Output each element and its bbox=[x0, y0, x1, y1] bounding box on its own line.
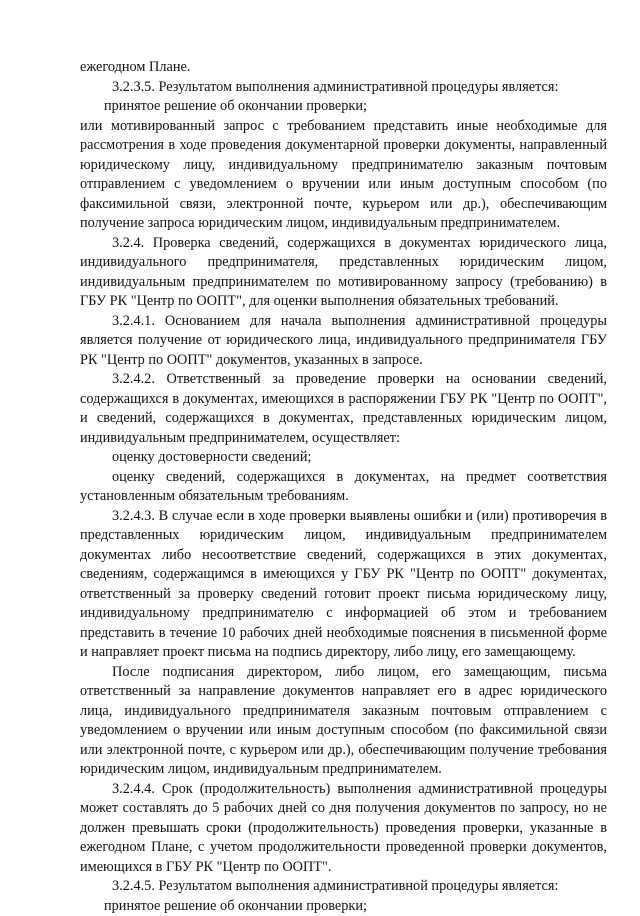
paragraph-motivated-request: или мотивированный запрос с требованием представить иные необходимые для рассмотрения в ходе проведения документарной проверки документы, направленный юридическому лицу, индивидуальному предпринимателю заказным почтовым отправлением с уведомлением о вручении или иным доступным способом (по факсимильной связи, электронной почте, курьером или др.), обеспечивающим получение запроса юридическим лицом, индивидуальным предпринимателем. bbox=[80, 117, 607, 234]
paragraph-3-2-3-5: 3.2.3.5. Результатом выполнения административной процедуры является: bbox=[80, 78, 607, 98]
paragraph-compliance-assessment: оценку сведений, содержащихся в документах, на предмет соответствия установленным обязательным требованиям. bbox=[80, 468, 607, 507]
paragraph-final-decision: принятое решение об окончании проверки; bbox=[80, 897, 607, 916]
paragraph-3-2-4-1: 3.2.4.1. Основанием для начала выполнения административной процедуры является получение от юридического лица, индивидуального предпринимателя ГБУ РК "Центр по ООПТ" документов, указанных в запросе. bbox=[80, 312, 607, 371]
paragraph-3-2-4-2: 3.2.4.2. Ответственный за проведение проверки на основании сведений, содержащихся в документах, имеющихся в распоряжении ГБУ РК "Центр по ООПТ", и сведений, содержащихся в документах, представленных юридическим лицом, индивидуальным предпринимателем, осуществляет: bbox=[80, 370, 607, 448]
paragraph-3-2-4: 3.2.4. Проверка сведений, содержащихся в документах юридического лица, индивидуального предпринимателя, представленных юридическим лицом, индивидуальным предпринимателем по мотивированному запросу (требованию) в ГБУ РК "Центр по ООПТ", для оценки выполнения обязательных требований. bbox=[80, 234, 607, 312]
paragraph-3-2-4-3: 3.2.4.3. В случае если в ходе проверки выявлены ошибки и (или) противоречия в представленных юридическим лицом, индивидуальным предпринимателем документах либо несоответствие сведений, содержащихся в этих документах, сведениям, содержащимся в имеющихся у ГБУ РК "Центр по ООПТ" документах, ответственный за проверку сведений готовит проект письма юридическому лицу, индивидуальному предпринимателю с информацией об этом и требованием представить в течение 10 рабочих дней необходимые пояснения в письменной форме и направляет проект письма на подпись директору, либо лицу, его замещающему. bbox=[80, 507, 607, 663]
paragraph-reliability-assessment: оценку достоверности сведений; bbox=[80, 448, 607, 468]
paragraph-after-signing: После подписания директором, либо лицом, его замещающим, письма ответственный за направление документов направляет его в адрес юридического лица, индивидуального предпринимателя заказным почтовым отправлением с уведомлением о вручении или иным доступным способом (по факсимильной связи или электронной почте, с курьером или др.), обеспечивающим получение требования юридическим лицом, индивидуальным предпринимателем. bbox=[80, 663, 607, 780]
paragraph-3-2-4-4: 3.2.4.4. Срок (продолжительность) выполнения административной процедуры может составлять до 5 рабочих дней со дня получения документов по запросу, но не должен превышать сроки (продолжительность) проведения проверки, указанные в ежегодном Плане, с учетом продолжительности проведенной проверки документов, имеющихся в ГБУ РК "Центр по ООПТ". bbox=[80, 780, 607, 878]
paragraph-decision: принятое решение об окончании проверки; bbox=[80, 97, 607, 117]
paragraph-continuation: ежегодном Плане. bbox=[80, 58, 607, 78]
paragraph-3-2-4-5: 3.2.4.5. Результатом выполнения административной процедуры является: bbox=[80, 877, 607, 897]
